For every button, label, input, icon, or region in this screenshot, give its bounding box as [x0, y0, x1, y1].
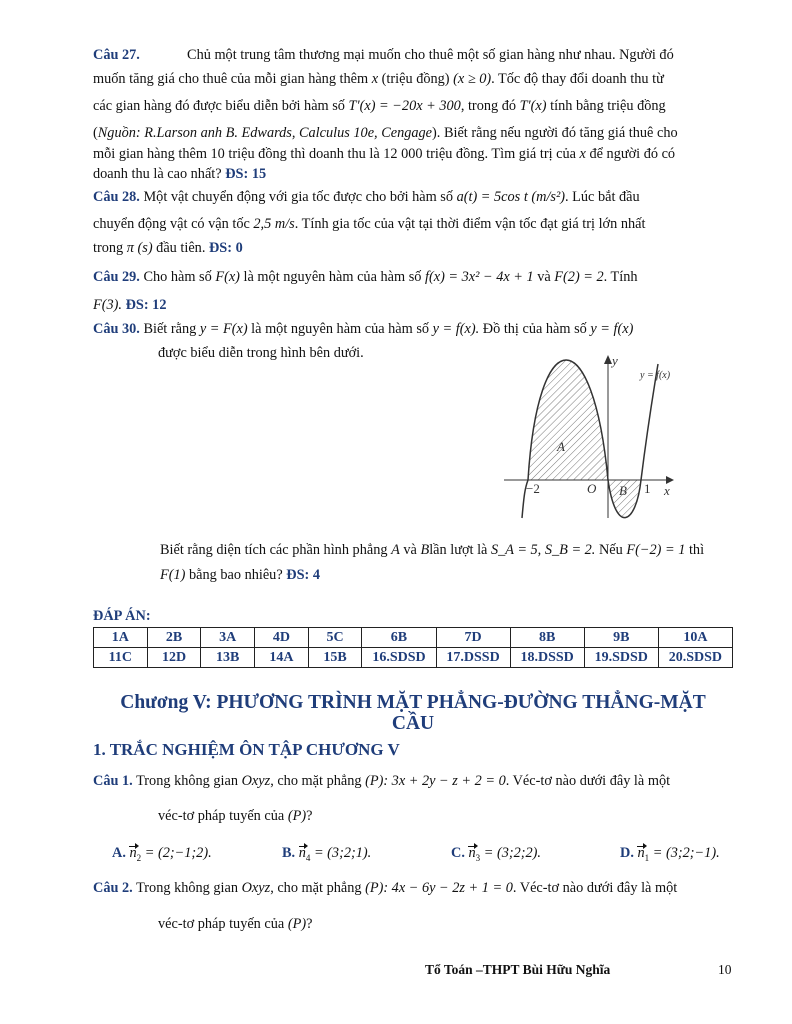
c1-option-c[interactable] — [451, 845, 541, 863]
vector-symbol: n — [298, 845, 306, 861]
q30-region-a: A — [391, 542, 400, 558]
q27-text-2b: (triệu đồng) — [381, 71, 450, 87]
answer-cell: 6B — [362, 628, 436, 648]
q29-formula-F3: F(3). — [93, 297, 122, 313]
answer-cell: 19.SDSD — [584, 648, 658, 668]
c1-space: Oxyz — [241, 773, 271, 789]
q27-text-1: Chủ một trung tâm thương mại muốn cho thuê một số gian hàng như nhau. Người đó — [187, 47, 674, 63]
c1-plane: (P): 3x + 2y − z + 2 = 0 — [365, 773, 506, 789]
q27-line-4 — [93, 125, 733, 142]
c2-plane: (P): 4x − 6y − 2z + 1 = 0 — [365, 880, 513, 896]
origin-label: O — [587, 481, 597, 496]
c2-space: Oxyz — [241, 880, 271, 896]
c1-text-2b: ? — [306, 808, 313, 824]
q30-line-2: được biểu diễn trong hình bên dưới. — [158, 345, 364, 361]
q27-var-x: x — [371, 71, 379, 87]
c2-text-2b: ? — [306, 916, 313, 932]
table-row — [94, 628, 733, 648]
q27-text-5b: để người đó có — [589, 146, 676, 162]
c2-label: Câu 2. — [93, 880, 133, 896]
answer-cell: 4D — [255, 628, 309, 648]
q27-text-6: doanh thu là cao nhất? — [93, 166, 222, 182]
q29-text-1a: Cho hàm số — [143, 269, 212, 285]
q30-line-4 — [160, 567, 320, 584]
chapter-title — [93, 692, 733, 734]
q30-initial: F(−2) = 1 — [626, 542, 686, 558]
q27-condition: (x ≥ 0) — [453, 71, 492, 87]
function-graph — [498, 350, 698, 522]
q29-formula-F2: F(2) = 2 — [554, 269, 604, 285]
q29-text-1d: . Tính — [603, 269, 638, 285]
y-label: y — [612, 353, 618, 368]
q28-line-3 — [93, 240, 733, 257]
c1-text-1b: , cho mặt phẳng — [270, 773, 362, 789]
answer-cell: 10A — [658, 628, 732, 648]
q30-F1: F(1) — [160, 567, 186, 583]
curve-label: y = f(x) — [640, 370, 671, 381]
q27-line-2 — [93, 71, 733, 88]
c2-line-1 — [93, 880, 733, 897]
option-value: = (3;2;1). — [313, 845, 372, 861]
option-key: B. — [282, 845, 296, 861]
q28-text-2b: . Tính gia tốc của vật tại thời điểm vận tốc đạt giá trị lớn nhất — [294, 216, 646, 232]
c2-text-2a: véc-tơ pháp tuyến của — [158, 916, 285, 932]
c2-text-1c: . Véc-tơ nào dưới đây là một — [512, 880, 678, 896]
vector-subscript: 4 — [305, 852, 311, 863]
option-value: = (2;−1;2). — [144, 845, 212, 861]
vector-symbol: n — [129, 845, 137, 861]
q30-formula-F: y = F(x) — [199, 321, 248, 337]
answer-cell: 7D — [436, 628, 510, 648]
tick-label-1: 1 — [644, 481, 651, 496]
c1-line-1 — [93, 773, 733, 790]
option-value: = (3;2;−1). — [652, 845, 720, 861]
q30-text-3a: Biết rằng diện tích các phần hình phẳng — [160, 542, 388, 558]
q29-text-1b: là một nguyên hàm của hàm số — [243, 269, 422, 285]
q29-answer: ĐS: 12 — [125, 297, 167, 313]
chapter-title-line-2: CẦU — [391, 713, 435, 734]
q29-formula-f: f(x) = 3x² − 4x + 1 — [424, 269, 534, 285]
vector-symbol: n — [468, 845, 476, 861]
vector-subscript: 2 — [136, 852, 142, 863]
region-a-label: A — [557, 439, 565, 454]
q30-formula-f2: y = f(x) — [590, 321, 634, 337]
c1-option-a[interactable] — [112, 845, 212, 863]
footer-text: Tổ Toán –THPT Bùi Hữu Nghĩa — [425, 962, 611, 977]
q28-line-1 — [93, 189, 733, 206]
answer-cell: 12D — [147, 648, 201, 668]
q28-pi: π (s) — [126, 240, 153, 256]
q28-label: Câu 28. — [93, 189, 140, 205]
answer-cell: 9B — [584, 628, 658, 648]
q27-line-3 — [93, 98, 733, 115]
answer-cell: 13B — [201, 648, 255, 668]
q30-text-4a: bằng bao nhiêu? — [188, 567, 283, 583]
q28-text-1a: Một vật chuyển động với gia tốc được cho bởi hàm số — [143, 189, 454, 205]
vector-symbol: n — [637, 845, 645, 861]
q27-var-x2: x — [579, 146, 586, 162]
x-label: x — [664, 483, 670, 498]
option-value: = (3;2;2). — [483, 845, 542, 861]
c1-text-1a: Trong không gian — [136, 773, 239, 789]
q27-line-1 — [93, 47, 733, 64]
answer-cell: 16.SDSD — [362, 648, 436, 668]
q30-formula-f: y = f(x). — [432, 321, 480, 337]
option-key: C. — [451, 845, 465, 861]
answer-cell: 5C — [308, 628, 362, 648]
answer-cell: 2B — [147, 628, 201, 648]
q28-velocity: 2,5 m/s — [253, 216, 295, 232]
vector-subscript: 3 — [475, 852, 481, 863]
c1-plane-ref: (P) — [287, 808, 307, 824]
q27-text-3a: các gian hàng đó được biểu diễn bởi hàm số — [93, 98, 345, 114]
page-number: 10 — [718, 962, 732, 977]
c2-text-1b: , cho mặt phẳng — [270, 880, 362, 896]
q30-text-3b: và — [403, 542, 417, 558]
c1-text-2a: véc-tơ pháp tuyến của — [158, 808, 285, 824]
region-a-shading — [528, 360, 608, 480]
q30-answer: ĐS: 4 — [286, 567, 321, 583]
c1-text-1c: . Véc-tơ nào dưới đây là một — [505, 773, 671, 789]
q29-line-1 — [93, 269, 733, 286]
q30-region-b: B — [420, 542, 430, 558]
tick-label-minus-2: −2 — [526, 481, 540, 496]
q27-text-5: mỗi gian hàng thêm 10 triệu đồng thì doanh thu là 12 000 triệu đồng. Tìm giá trị của — [93, 146, 576, 162]
q30-line-1 — [93, 321, 733, 338]
q27-answer: ĐS: 15 — [225, 166, 267, 182]
q27-formula: T′(x) = −20x + 300 — [348, 98, 461, 114]
c2-plane-ref: (P) — [287, 916, 307, 932]
answers-heading: ĐÁP ÁN: — [93, 608, 151, 624]
q27-text-2a: muốn tăng giá cho thuê của mỗi gian hàng thêm — [93, 71, 369, 87]
option-key: A. — [112, 845, 126, 861]
y-axis-arrow-icon — [604, 355, 612, 364]
q30-label: Câu 30. — [93, 321, 140, 337]
c2-text-1a: Trong không gian — [136, 880, 239, 896]
table-row — [94, 648, 733, 668]
chapter-title-line-1: Chương V: PHƯƠNG TRÌNH MẶT PHẲNG-ĐƯỜNG THẲNG-MẶT — [120, 692, 706, 713]
q30-text-1c: Đồ thị của hàm số — [482, 321, 587, 337]
vector-subscript: 1 — [644, 852, 650, 863]
q30-text-1b: là một nguyên hàm của hàm số — [251, 321, 430, 337]
q27-text-4b: ). Biết rằng nếu người đó tăng giá thuê cho — [432, 125, 678, 141]
q30-text-1a: Biết rằng — [143, 321, 197, 337]
q28-answer: ĐS: 0 — [208, 240, 243, 256]
q27-text-3b: , trong đó — [460, 98, 517, 114]
q29-label: Câu 29. — [93, 269, 140, 285]
q28-text-2a: chuyển động vật có vận tốc — [93, 216, 250, 232]
q28-formula: a(t) = 5cos t (m/s²) — [456, 189, 566, 205]
option-key: D. — [620, 845, 634, 861]
answer-cell: 1A — [94, 628, 148, 648]
q28-text-3b: đầu tiên. — [156, 240, 206, 256]
q27-line-5 — [93, 146, 733, 163]
q30-line-3 — [160, 542, 704, 559]
answer-cell: 17.DSSD — [436, 648, 510, 668]
q30-text-3e: thì — [688, 542, 705, 558]
q29-text-1c: và — [537, 269, 551, 285]
section-heading: 1. TRẮC NGHIỆM ÔN TẬP CHƯƠNG V — [93, 740, 400, 759]
q27-source: Nguồn: R.Larson anh B. Edwards, Calculus 10e, Cengage — [97, 125, 433, 141]
q27-paren: ( — [93, 125, 98, 141]
q29-line-2 — [93, 297, 733, 314]
answer-cell: 15B — [308, 648, 362, 668]
q27-text-2d: . Tốc độ thay đổi doanh thu từ — [491, 71, 664, 87]
q28-text-3a: trong — [93, 240, 124, 256]
q27-line-6 — [93, 166, 733, 183]
answer-cell: 11C — [94, 648, 148, 668]
q30-areas: S_A = 5, S_B = 2. — [490, 542, 596, 558]
answers-table — [93, 627, 733, 668]
c2-line-2 — [158, 916, 312, 933]
answer-cell: 18.DSSD — [510, 648, 584, 668]
q30-text-3c: lần lượt là — [429, 542, 488, 558]
c1-option-b[interactable] — [282, 845, 371, 863]
answer-cell: 14A — [255, 648, 309, 668]
q29-formula-F: F(x) — [215, 269, 240, 285]
answer-cell: 8B — [510, 628, 584, 648]
answer-cell: 20.SDSD — [658, 648, 732, 668]
q27-formula-2: T′(x) — [519, 98, 547, 114]
q28-line-2 — [93, 216, 733, 233]
c1-label: Câu 1. — [93, 773, 133, 789]
c1-line-2 — [158, 808, 312, 825]
q30-text-3d: Nếu — [598, 542, 623, 558]
region-b-label: B — [619, 483, 627, 498]
q27-text-3c: tính bằng triệu đồng — [550, 98, 666, 114]
q27-label: Câu 27. — [93, 47, 140, 63]
c1-option-d[interactable] — [620, 845, 720, 863]
answer-cell: 3A — [201, 628, 255, 648]
q28-text-1b: . Lúc bắt đầu — [565, 189, 640, 205]
